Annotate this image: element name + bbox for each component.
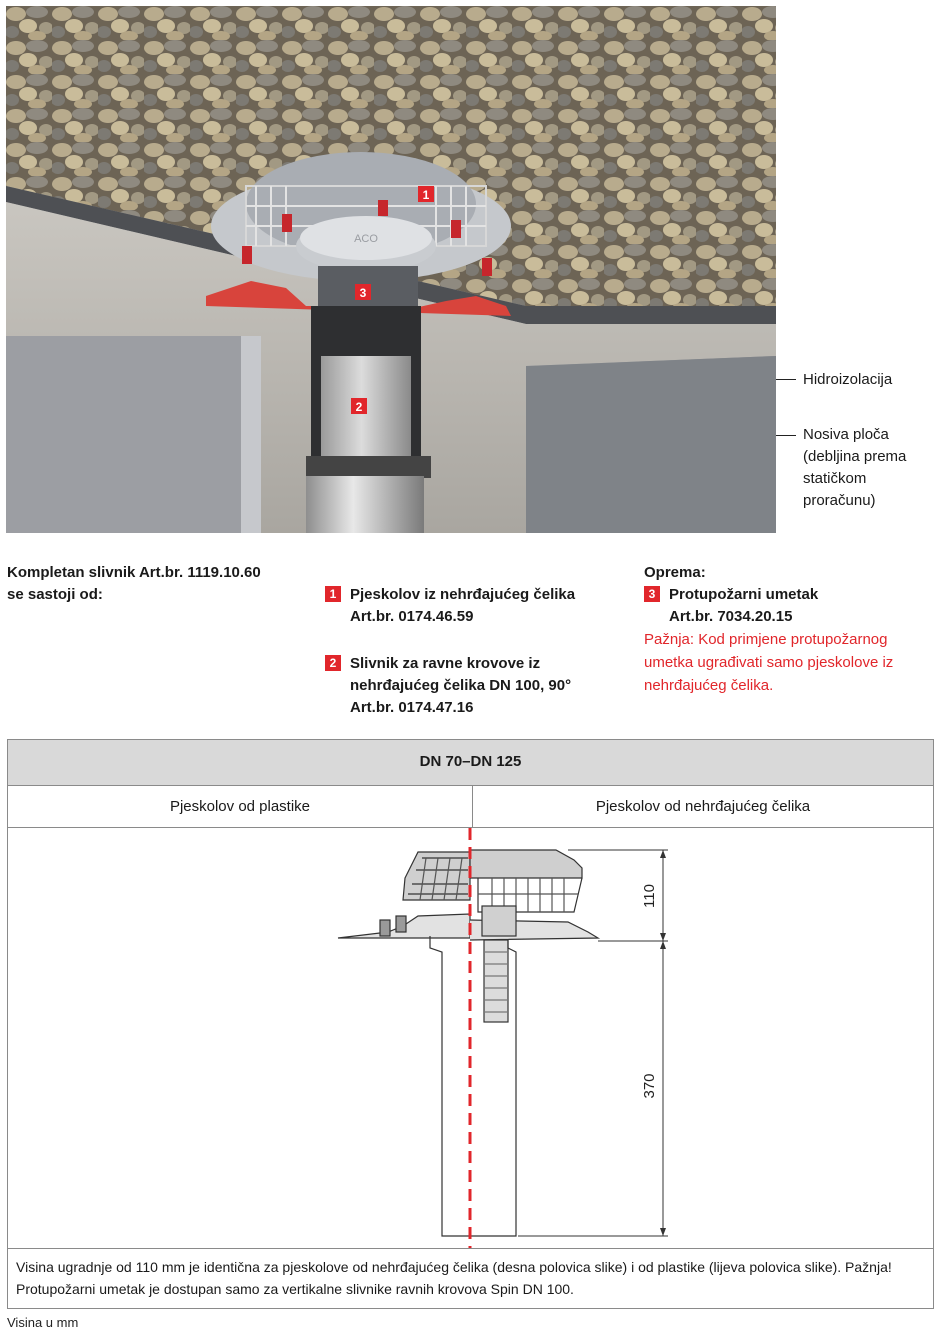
item-3-name: Protupožarni umetak bbox=[669, 586, 819, 603]
table-column-headers bbox=[8, 786, 933, 828]
item-2-name: Slivnik za ravne krovove iz bbox=[350, 655, 541, 672]
item-3-art: Art.br. 7034.20.15 bbox=[669, 608, 793, 625]
technical-drawing bbox=[8, 828, 933, 1248]
item-1-art: Art.br. 0174.46.59 bbox=[350, 608, 474, 625]
item-2-number: 2 bbox=[325, 655, 341, 671]
product-illustration bbox=[6, 6, 776, 533]
warning-line: Pažnja: Kod primjene protupožarnog bbox=[644, 631, 888, 648]
cap-brand-text: ACO bbox=[354, 233, 378, 245]
waterproofing-label: Hidroizolacija bbox=[803, 371, 893, 388]
column-steel-header: Pjeskolov od nehrđajućeg čelika bbox=[595, 798, 811, 815]
slab-label-line: proračunu) bbox=[803, 492, 876, 509]
slab-label bbox=[803, 424, 938, 512]
warning-line: nehrđajućeg čelika. bbox=[644, 677, 774, 694]
item-1-number: 1 bbox=[325, 586, 341, 602]
dimension-bottom-label: 370 bbox=[641, 1073, 658, 1099]
table-note bbox=[8, 1248, 933, 1308]
unit-note: Visina u mm bbox=[7, 1315, 79, 1330]
slab-label-line: (debljina prema bbox=[803, 448, 907, 465]
item-2-name-cont: nehrđajućeg čelika DN 100, 90° bbox=[350, 677, 572, 694]
slab-label-line: Nosiva ploča bbox=[803, 426, 889, 443]
waterproofing-leader-line bbox=[776, 379, 796, 380]
item-3-number: 3 bbox=[644, 586, 660, 602]
intro-text bbox=[7, 562, 261, 606]
table-header: DN 70–DN 125 bbox=[8, 740, 933, 786]
table-note-line: Protupožarni umetak je dostupan samo za vertikalne slivnike ravnih krovova Spin DN 100. bbox=[16, 1281, 574, 1297]
equipment-warning bbox=[644, 628, 934, 697]
callout-2-label: 2 bbox=[355, 400, 363, 414]
item-1-name: Pjeskolov iz nehrđajućeg čelika bbox=[350, 586, 576, 603]
item-1 bbox=[325, 584, 575, 628]
intro-line: Kompletan slivnik Art.br. 1119.10.60 bbox=[7, 564, 261, 581]
intro-line: se sastoji od: bbox=[7, 586, 103, 603]
dimension-table bbox=[7, 739, 934, 1309]
dimension-top-label: 110 bbox=[641, 884, 658, 908]
item-2-art: Art.br. 0174.47.16 bbox=[350, 699, 474, 716]
warning-line: umetka ugrađivati samo pjeskolove iz bbox=[644, 654, 894, 671]
item-2 bbox=[325, 653, 571, 719]
table-note-line: Visina ugradnje od 110 mm je identična za pjeskolove od nehrđajućeg čelika (desna polovica slike) i od plastike (lijeva polovica slike). Pažnja! bbox=[16, 1259, 892, 1275]
callout-3-label: 3 bbox=[359, 286, 367, 300]
equipment-title: Oprema: bbox=[644, 564, 706, 581]
equipment-block bbox=[644, 562, 934, 697]
slab-label-line: statičkom bbox=[803, 470, 867, 487]
slab-leader-line bbox=[776, 435, 796, 436]
column-plastic-header: Pjeskolov od plastike bbox=[169, 798, 311, 815]
callout-1-label: 1 bbox=[422, 188, 430, 202]
